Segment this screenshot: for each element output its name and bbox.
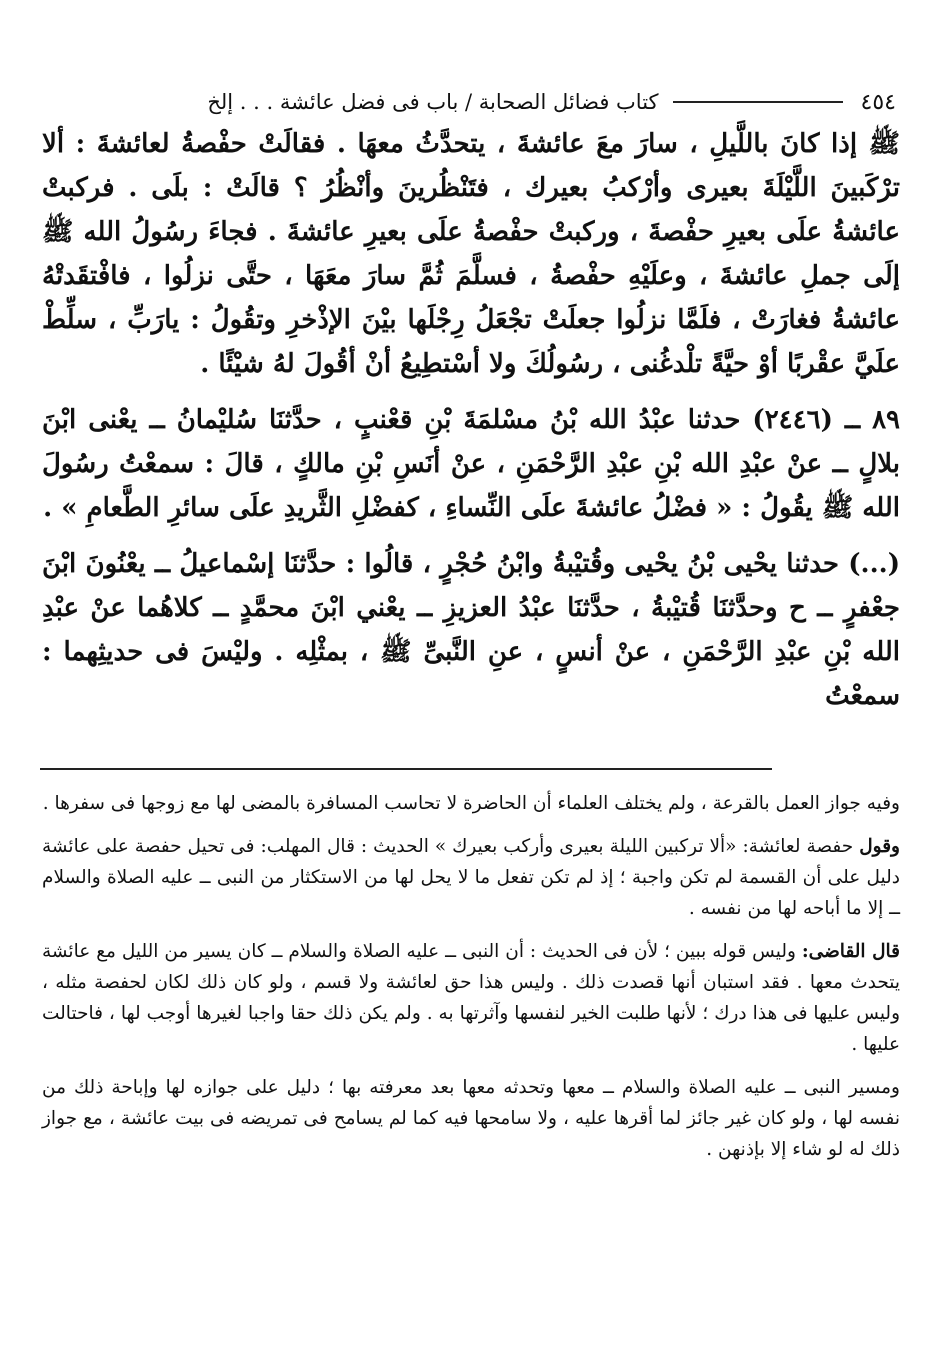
- running-title: كتاب فضائل الصحابة / باب فى فضل عائشة . . . إلخ: [207, 90, 659, 114]
- footnote-separator: [40, 768, 772, 770]
- commentary-text: وليس قوله ببين ؛ لأن فى الحديث : أن النبى ــ عليه الصلاة والسلام ــ كان يسير من الليل مع عائشة يتحدث معها . فقد استبان أنها قصدت ذلك . وليس هذا حق لعائشة ولا قسم ، ولو كان ذلك لكان لحفصة مثله ، وليس عليها فى هذا درك ؛ لأنها طلبت الخير لنفسها وآثرتها به . ولم يكن ذلك حقا واجبا لغيرها أوجب لها ، فاحتالت عليها .: [42, 941, 900, 1055]
- commentary-paragraph: [42, 831, 900, 924]
- commentary-paragraph: ومسير النبى ــ عليه الصلاة والسلام ــ معها وتحدثه معها بعد معرفته بها ؛ دليل على جوازه لها وإباحة ذلك من نفسه لها ، ولو كان غير جائز لما أقرها عليه ، ولا سامحها فيه كما لم يسامح فى تمريضه فى بيت عائشة ، مع جواز ذلك له لو شاء إلا بإذنهن .: [42, 1077, 900, 1160]
- main-paragraph: ﷺ إذا كانَ باللَّيلِ ، سارَ معَ عائشةَ ، يتحدَّثُ معهَا . فقالَتْ حفْصةُ لعائشةَ : ألا ترْكَبينَ اللَّيْلَةَ بعيرى وأرْكبُ بعيرك ، فتَنْظُرينَ وأنْظُرُ ؟ قالَتْ : بلَى . فركبتْ عائشةُ علَى بعيرِ حفْصةَ ، وركبتْ حفْصةُ علَى بعيرِ عائشةَ . فجاءَ رسُولُ الله ﷺ إلَى جملِ عائشةَ ، وعلَيْهِ حفْصةُ ، فسلَّمَ ثُمَّ سارَ معَهَا ، حتَّى نزلُوا ، فافْتقَدتْهُ عائشةُ فغارَتْ ، فلَمَّا نزلُوا جعلَتْ تجْعَلُ رِجْلَها بيْنَ الإذْخرِ وتقُولُ : يارَبِّ ، سلِّطْ علَيَّ عقْربًا أوْ حيَّةً تلْدغُنى ، رسُولُكَ ولا أسْتطِيعُ أنْ أقُولَ لهُ شيْئًا .: [42, 129, 900, 379]
- header-rule: [673, 101, 843, 103]
- commentary: [42, 788, 900, 1177]
- commentary-paragraph: وفيه جواز العمل بالقرعة ، ولم يختلف العلماء أن الحاضرة لا تحاسب المسافرة بالمضى لها مع زوجها فى سفرها .: [42, 793, 900, 814]
- commentary-text: حفصة لعائشة: «ألا تركبين الليلة بعيرى وأركب بعيرك » الحديث : قال المهلب: فى تحيل حفصة على عائشة دليل على أن القسمة لم تكن واجبة ؛ إذ لم تكن تفعل ما لا يحل لها من الاستكثار من النبى ــ عليه الصلاة والسلام ــ إلا ما أباحه لها من نفسه .: [42, 836, 900, 919]
- running-header: [50, 86, 896, 118]
- page-number: ٤٥٤: [860, 89, 896, 115]
- hadith-chain: (...) حدثنا يحْيى بْنُ يحْيى وقُتيْبةُ وابْنُ حُجْرٍ ، قالُوا : حدَّثنَا إسْماعيلُ ــ يعْنُونَ ابْنَ جعْفرٍ ــ ح وحدَّثنَا قُتيْبةُ ، حدَّثنَا عبْدُ العزيزِ ــ يعْني ابْنَ محمَّدٍ ــ كلاهُما عنْ عبْدِ الله بْنِ عبْدِ الرَّحْمَنِ ، عنْ أنسٍ ، عنِ النَّبىِّ ﷺ ، بمثْلِه . وليْسَ فى حديثِهما : سمعْتُ: [42, 549, 900, 711]
- hadith-89: ٨٩ ــ (٢٤٤٦) حدثنا عبْدُ الله بْنُ مسْلمَةَ بْنِ قعْنبٍ ، حدَّثنَا سُليْمانُ ــ يعْنى ابْنَ بلالٍ ــ عنْ عبْدِ الله بْنِ عبْدِ الرَّحْمَنِ ، عنْ أنَسِ بْنِ مالكٍ ، قالَ : سمعْتُ رسُولَ الله ﷺ يقُولُ : « فضْلُ عائشةَ علَى النِّساءِ ، كفضْلِ الثَّريدِ علَى سائرِ الطَّعامِ » .: [42, 405, 901, 523]
- main-text: [42, 122, 900, 730]
- commentary-paragraph: [42, 936, 900, 1060]
- commentary-lead: وقول: [859, 836, 900, 857]
- commentary-lead: قال القاضى:: [801, 941, 900, 962]
